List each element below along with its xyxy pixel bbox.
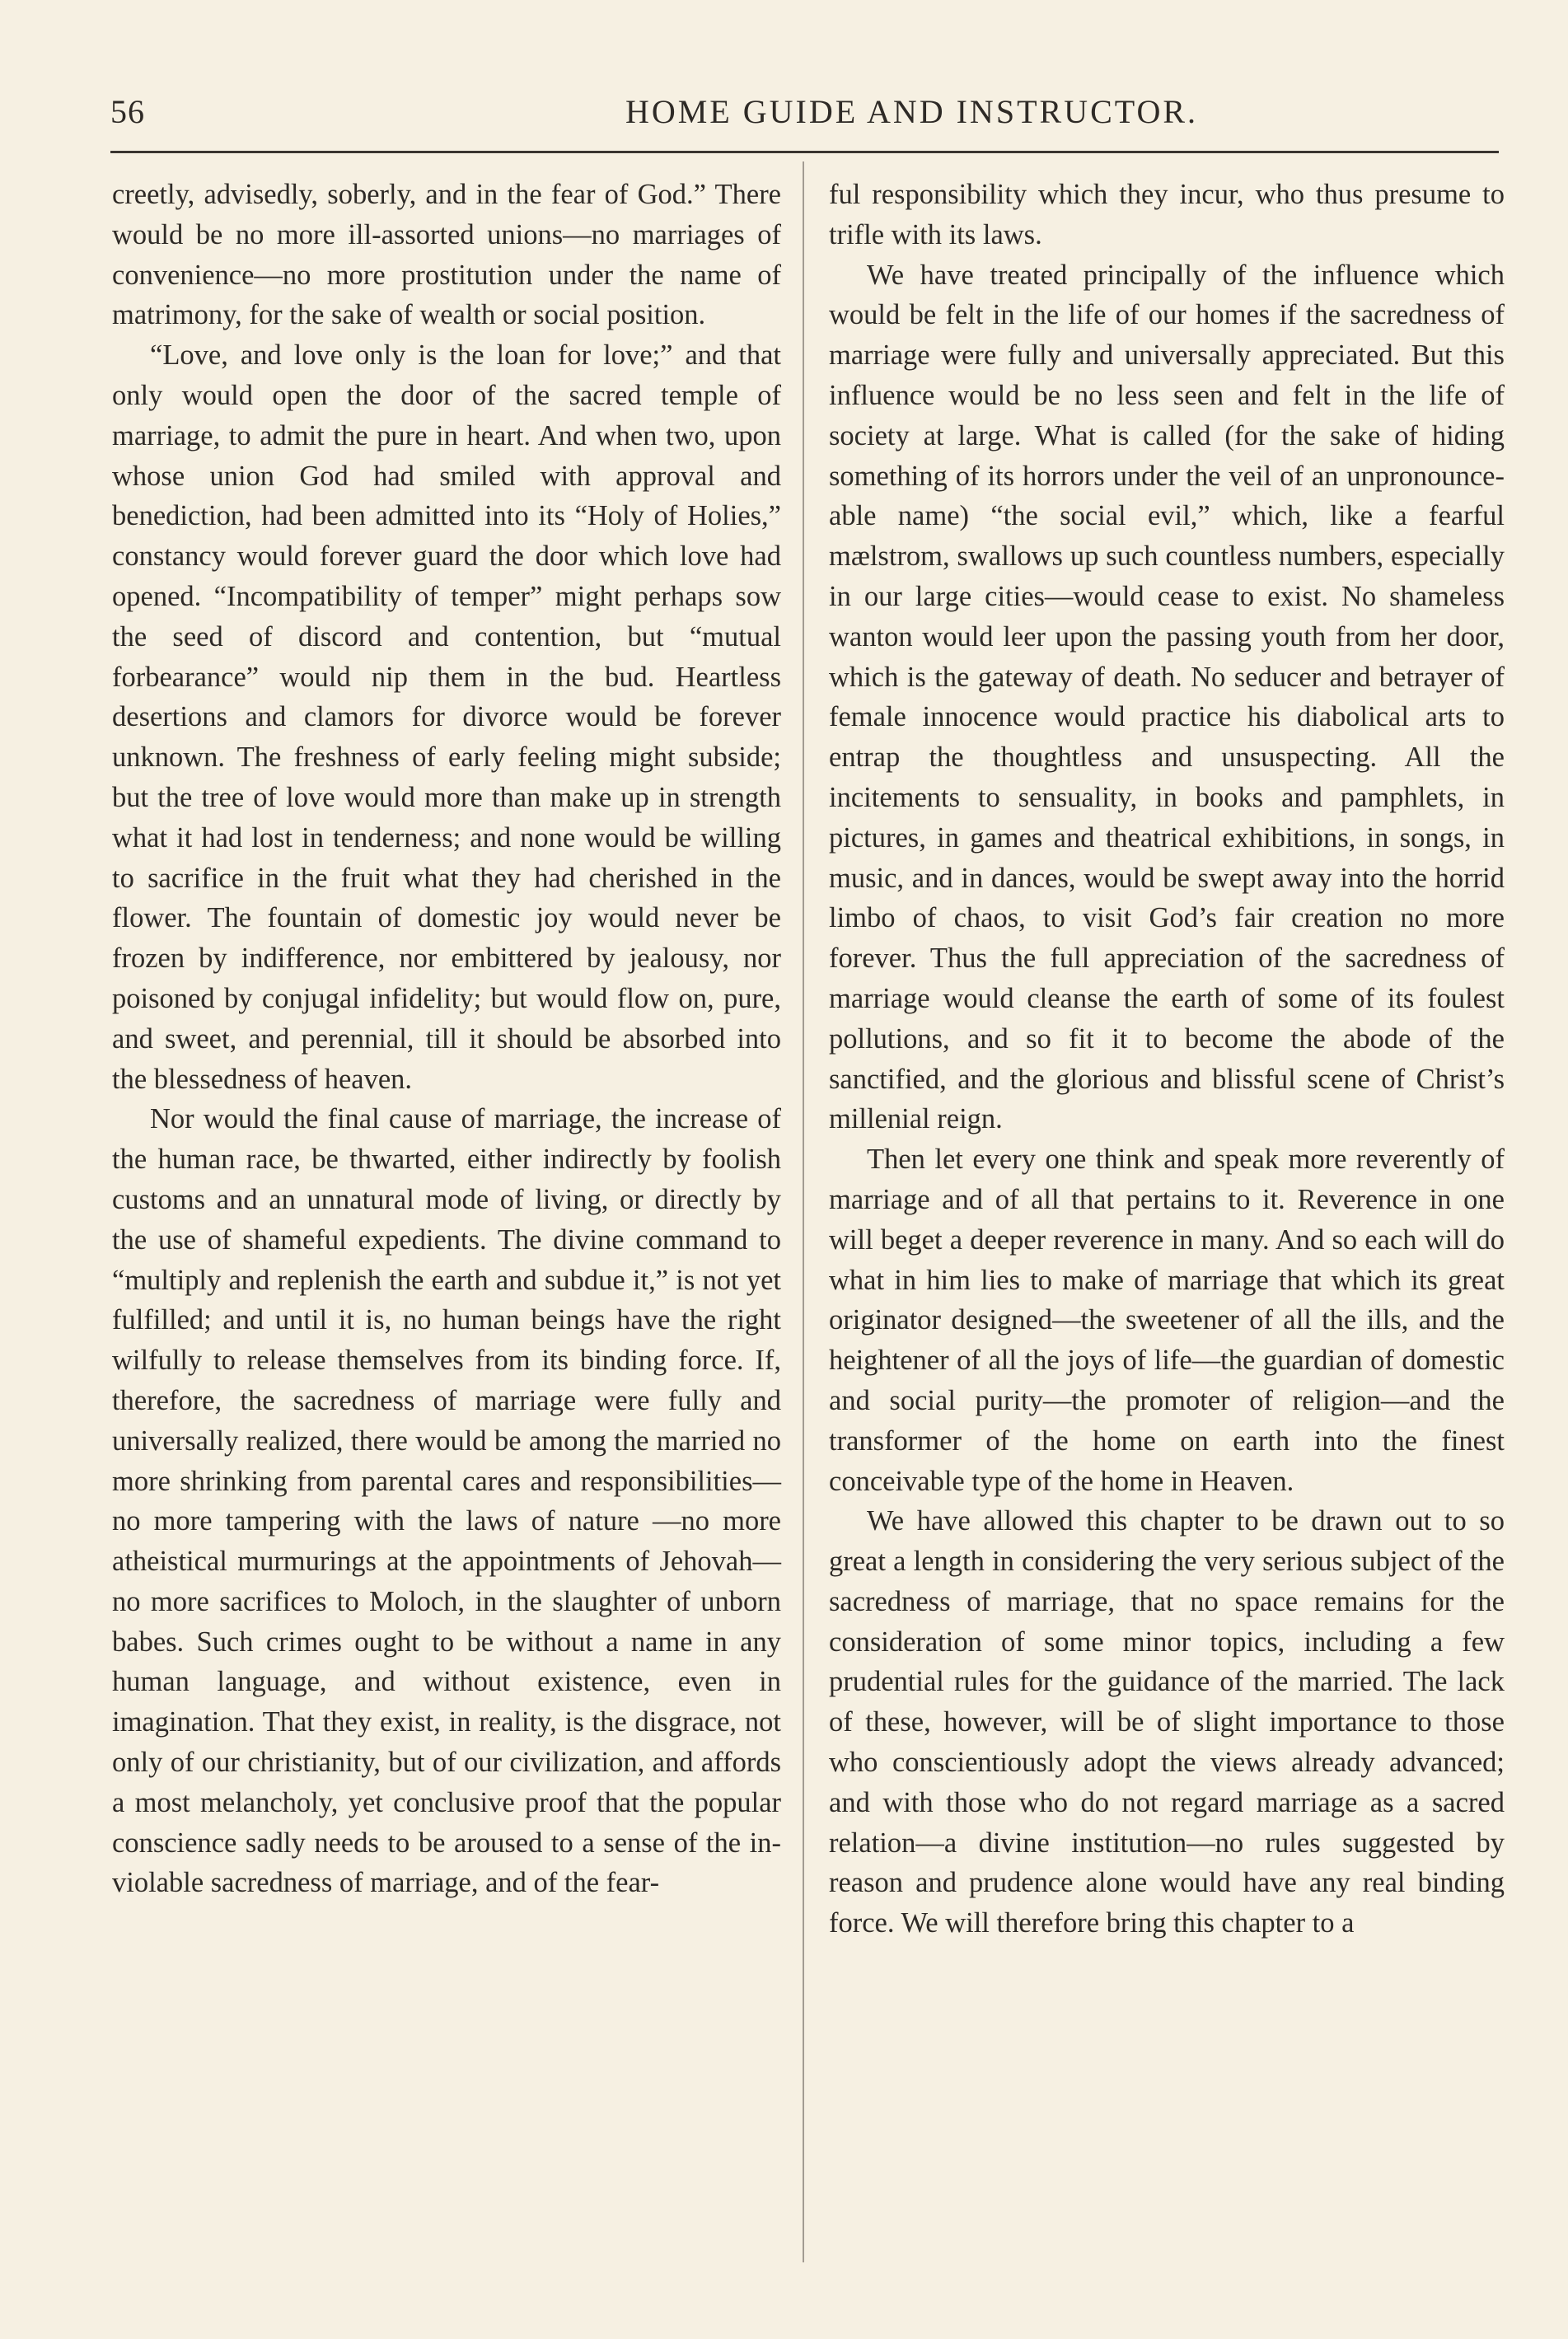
paragraph: ful responsibility which they incur, who thus presume to trifle with its laws. xyxy=(829,179,1505,250)
paragraph: Nor would the final cause of marriage, the increase of the human race, be thwarted, either indirectly by foolish customs and an unnatural mode of living, or directly by the use of shameful expedients. The divine command to “multiply and replenish the earth and subdue it,” is not yet fulfilled; and until it is, no human beings have the right wilfully to release themselves from its binding force. If, therefore, the sacredness of marriage were fully and universally realized, there would be among the married no more shrinking from parental cares and responsibilities—no more tampering with the laws of nature —no more atheistical murmurings at the appointments of Jehovah—no more sacrifices to Moloch, in the slaughter of unborn babes. Such crimes ought to be without a name in any human language, and without existence, even in imagination. That they exist, in reality, is the disgrace, not only of our christianity, but of our civilization, and affords a most melancholy, yet conclusive proof that the popular conscience sadly needs to be aroused to a sense of the inviolable sacredness of marriage, and of the fear- xyxy=(112,1103,781,1899)
right-column xyxy=(829,175,1505,1944)
paragraph: We have treated principally of the influence which would be felt in the life of our homes if the sacredness of marriage were fully and universally appreciated. But this influence would be no less seen and felt in the life of society at large. What is called (for the sake of hiding something of its horrors under the veil of an unpronounceable name) “the social evil,” which, like a fearful mælstrom, swallows up such countless numbers, especially in our large cities—would cease to exist. No shameless wanton would leer upon the passing youth from her door, which is the gateway of death. No seducer and betrayer of female innocence would practice his diabolical arts to entrap the thoughtless and unsuspecting. All the incitements to sensuality, in books and pamphlets, in pictures, in games and theatrical exhibitions, in songs, in music, and in dances, would be swept away into the horrid limbo of chaos, to visit God’s fair creation no more forever. Thus the full appreciation of the sacredness of marriage would cleanse the earth of some of its foulest pollutions, and so fit it to become the abode of the sanctified, and the glorious and blissful scene of Christ’s millenial reign. xyxy=(829,259,1505,1135)
paragraph: Then let every one think and speak more reverently of marriage and of all that pertains to it. Reverence in one will beget a deeper reverence in many. And so each will do what in him lies to make of marriage that which its great originator designed—the sweetener of all the ills, and the heightener of all the joys of life—the guardian of domestic and social purity—the promoter of religion—and the transformer of the home on earth into the finest conceivable type of the home in Heaven. xyxy=(829,1144,1505,1497)
running-title: HOME GUIDE AND INSTRUCTOR. xyxy=(625,93,1199,130)
paragraph: We have allowed this chapter to be drawn out to so great a length in considering the very serious subject of the sacredness of marriage, that no space remains for the consideration of some minor topics, including a few prudential rules for the guidance of the married. The lack of these, however, will be of slight importance to those who conscientiously adopt the views already advanced; and with those who do not regard marriage as a sacred relation—a divine institution—no rules suggested by reason and prudence alone would have any real binding force. We will therefore bring this chapter to a xyxy=(829,1505,1505,1939)
left-column xyxy=(112,175,781,1903)
page-number: 56 xyxy=(110,93,145,130)
paragraph: “Love, and love only is the loan for love;” and that only would open the door of the sacred temple of marriage, to admit the pure in heart. And when two, upon whose union God had smiled with approval and benediction, had been admitted into its “Holy of Holies,” constancy would forever guard the door which love had opened. “Incompatibility of temper” might perhaps sow the seed of discord and contention, but “mutual forbearance” would nip them in the bud. Heartless desertions and clamors for divorce would be forever unknown. The freshness of early feeling might subside; but the tree of love would more than make up in strength what it had lost in tenderness; and none would be willing to sacrifice in the fruit what they had cherished in the flower. The fountain of domestic joy would never be frozen by indifference, nor embittered by jealousy, nor poisoned by conjugal infidelity; but would flow on, pure, and sweet, and perennial, till it should be absorbed into the blessedness of heaven. xyxy=(112,339,781,1095)
column-divider xyxy=(803,161,804,2262)
header-rule xyxy=(110,151,1499,153)
paragraph: creetly, advisedly, soberly, and in the fear of God.” There would be no more ill-assorted unions—no marriages of convenience—no more prostitution under the name of matrimony, for the sake of wealth or social position. xyxy=(112,179,781,331)
